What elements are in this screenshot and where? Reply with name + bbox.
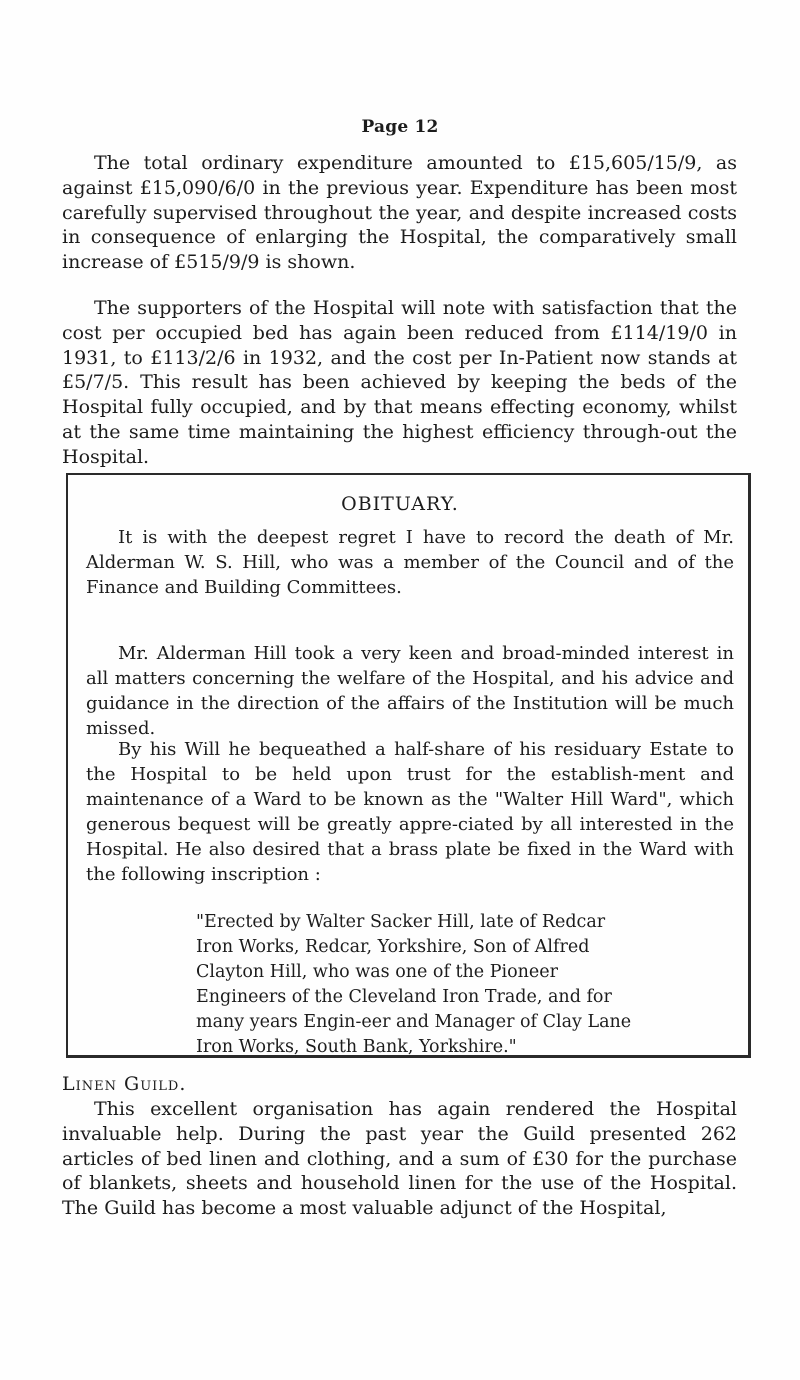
cost-per-bed-paragraph: The supporters of the Hospital will note with satisfaction that the cost per occupied bed has again been reduced from £114/19/0 in 1931, to £113/2/6 in 1932, and the cost per In-Patient now stands at £5/7/5. This result has been achieved by keeping the beds of the Hospital fully occupied, and by that means effecting economy, whilst at the same time maintaining the highest efficiency through-out the Hospital. xyxy=(62,297,737,468)
linen-guild-heading: Linen Guild. xyxy=(62,1073,187,1095)
obituary-paragraph-bequest: By his Will he bequeathed a half-share of his residuary Estate to the Hospital to be held upon trust for the establish-ment and maintenance of a Ward to be known as the "Walter Hill Ward", which generous bequest will be greatly appre-ciated by all interested in the Hospital. He also desired that a brass plate be fixed in the Ward with the following inscription : xyxy=(86,739,734,885)
page-number: Page 12 xyxy=(361,117,439,137)
obituary-paragraph-death: It is with the deepest regret I have to record the death of Mr. Alderman W. S. Hill, who was a member of the Council and of the Finance and Building Committees. xyxy=(86,527,734,598)
expenditure-paragraph: The total ordinary expenditure amounted to £15,605/15/9, as against £15,090/6/0 in the previous year. Expenditure has been most carefully supervised throughout the year, and despite increased costs in consequence of enlarging the Hospital, the comparatively small increase of £515/9/9 is shown. xyxy=(62,152,737,274)
obituary-paragraph-interest: Mr. Alderman Hill took a very keen and broad-minded interest in all matters concerning the welfare of the Hospital, and his advice and guidance in the direction of the affairs of the Institution will be much missed. xyxy=(86,643,734,739)
linen-guild-paragraph: This excellent organisation has again rendered the Hospital invaluable help. During the past year the Guild presented 262 articles of bed linen and clothing, and a sum of £30 for the purchase of blankets, sheets and household linen for the use of the Hospital. The Guild has become a most valuable adjunct of the Hospital, xyxy=(62,1098,737,1220)
obituary-title: OBITUARY. xyxy=(341,493,459,515)
obituary-inscription: "Erected by Walter Sacker Hill, late of Redcar Iron Works, Redcar, Yorkshire, Son of Alfred Clayton Hill, who was one of the Pioneer Engineers of the Cleveland Iron Trade, and for many years Engin-eer and Manager of Clay Lane Iron Works, South Bank, Yorkshire." xyxy=(196,912,632,1057)
